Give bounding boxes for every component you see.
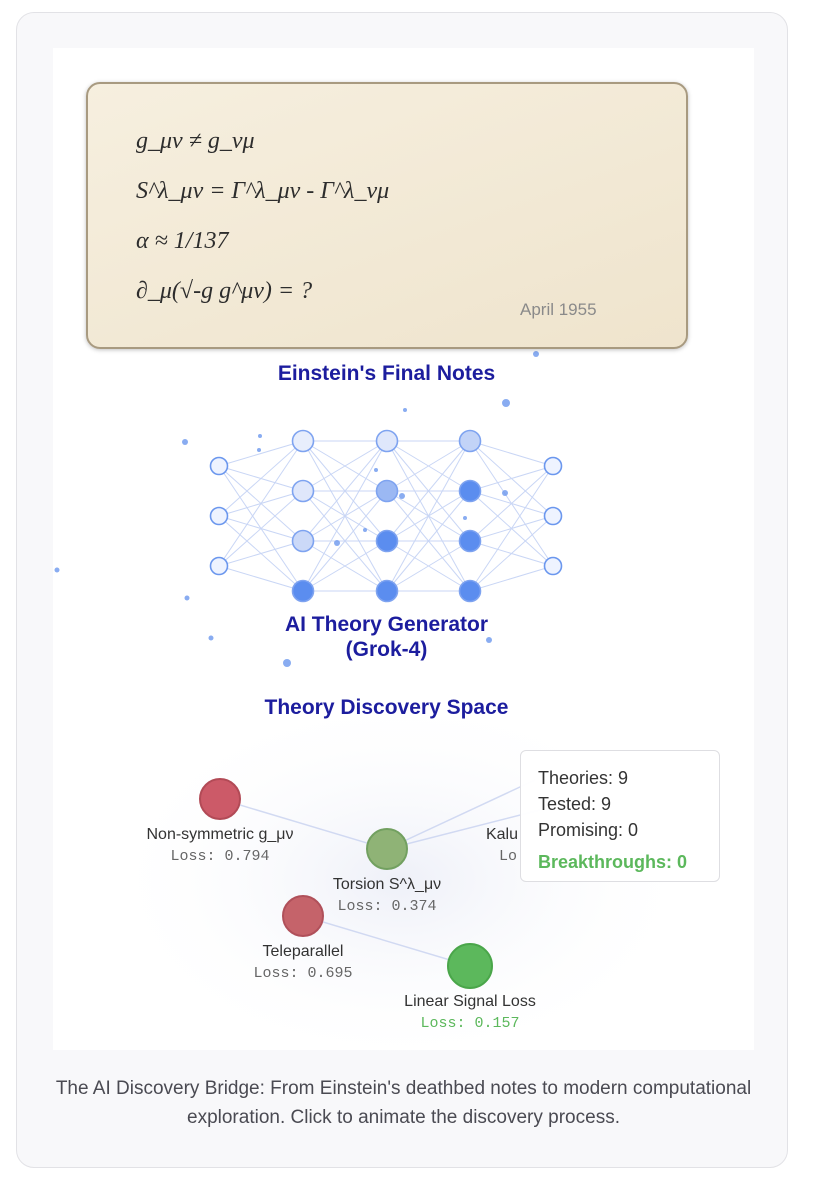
equation-2: S^λ_μν = Γ^λ_μν - Γ^λ_νμ	[136, 178, 390, 204]
network-connection	[470, 466, 553, 591]
node-loss-kaluza: Lo	[498, 848, 518, 865]
network-connection	[219, 541, 303, 566]
network-connection	[470, 466, 553, 541]
particle	[258, 434, 262, 438]
network-connection	[470, 516, 553, 591]
network-connection	[470, 441, 553, 466]
network-neuron	[211, 458, 228, 475]
node-label-linear-signal-loss: Linear Signal Loss	[404, 993, 536, 1010]
network-neurons	[211, 431, 562, 602]
notes-title: Einstein's Final Notes	[277, 362, 496, 385]
node-loss-nonsymmetric: Loss: 0.794	[170, 848, 270, 865]
network-neuron	[293, 481, 314, 502]
network-neuron	[211, 508, 228, 525]
theory-node-teleparallel[interactable]	[283, 896, 323, 936]
particle	[334, 540, 340, 546]
network-title-line2: (Grok-4)	[345, 638, 428, 661]
network-neuron	[293, 531, 314, 552]
stats-theories: Theories: 9	[538, 768, 629, 788]
network-neuron	[293, 581, 314, 602]
particle	[55, 568, 60, 573]
particle	[533, 351, 539, 357]
node-label-nonsymmetric: Non-symmetric g_μν	[146, 826, 294, 843]
node-label-torsion: Torsion S^λ_μν	[332, 876, 442, 893]
particle	[502, 490, 508, 496]
stats-tested: Tested: 9	[538, 794, 612, 814]
particle	[257, 448, 261, 452]
theory-node-torsion[interactable]	[367, 829, 407, 869]
node-loss-linear-signal-loss: Loss: 0.157	[420, 1015, 520, 1032]
network-neuron	[545, 458, 562, 475]
network-neuron	[460, 581, 481, 602]
notes-date: April 1955	[520, 300, 597, 319]
network-connection	[470, 566, 553, 591]
network-connection	[219, 566, 303, 591]
node-label-teleparallel: Teleparallel	[262, 943, 344, 960]
network-neuron	[545, 508, 562, 525]
network-neuron	[377, 431, 398, 452]
network-neuron	[293, 431, 314, 452]
node-loss-torsion: Loss: 0.374	[337, 898, 437, 915]
network-connection	[219, 441, 303, 566]
stats-breakthroughs: Breakthroughs: 0	[538, 852, 688, 872]
network-neuron	[460, 531, 481, 552]
stats-promising: Promising: 0	[538, 820, 639, 840]
particle	[185, 596, 190, 601]
particle	[403, 408, 407, 412]
particle	[502, 399, 510, 407]
particle	[363, 528, 367, 532]
network-neuron	[460, 431, 481, 452]
network-connection	[219, 491, 303, 566]
particle	[182, 439, 188, 445]
network-title-line1: AI Theory Generator	[284, 613, 489, 636]
particle	[374, 468, 378, 472]
network-neuron	[377, 481, 398, 502]
network-connection	[219, 441, 303, 516]
particle	[463, 516, 467, 520]
network-connections	[219, 441, 553, 591]
node-loss-teleparallel: Loss: 0.695	[253, 965, 353, 982]
network-neuron	[211, 558, 228, 575]
equation-1: g_μν ≠ g_νμ	[136, 128, 255, 154]
theory-node-nonsymmetric[interactable]	[200, 779, 240, 819]
network-neuron	[545, 558, 562, 575]
network-neuron	[377, 581, 398, 602]
theory-node-linear-signal-loss[interactable]	[448, 944, 492, 988]
einstein-notes-panel	[86, 82, 688, 349]
network-neuron	[460, 481, 481, 502]
figure-caption: The AI Discovery Bridge: From Einstein's deathbed notes to modern computational exploration. Click to animate the discovery process.	[55, 1078, 752, 1128]
node-label-kaluza: Kalu	[485, 826, 519, 843]
network-connection	[219, 441, 303, 466]
equation-4: ∂_μ(√-g g^μν) = ?	[136, 278, 313, 304]
equation-3: α ≈ 1/137	[136, 228, 229, 254]
stats-panel	[520, 750, 720, 882]
discovery-title: Theory Discovery Space	[264, 696, 509, 719]
network-connection	[470, 466, 553, 491]
network-neuron	[377, 531, 398, 552]
particle	[399, 493, 405, 499]
